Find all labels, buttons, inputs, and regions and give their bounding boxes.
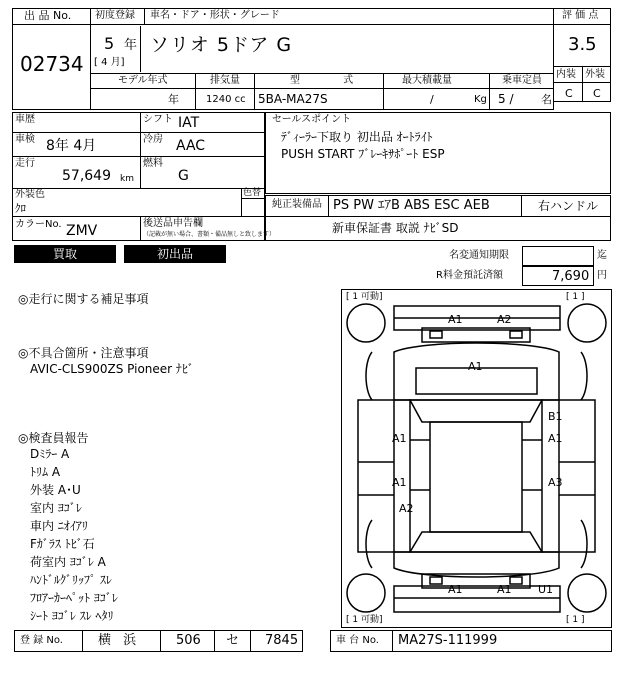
registration-kana: セ <box>226 633 240 648</box>
shift-value: IAT <box>178 115 200 131</box>
inspector-report-title: ◎検査員報告 <box>18 431 89 445</box>
capacity-unit: 名 <box>541 93 552 106</box>
first-reg-year: 5 <box>104 34 115 53</box>
displacement-label: 排気量 <box>210 75 240 86</box>
color-no-label: カラーNo. <box>15 219 62 230</box>
damage-mark: A2 <box>497 313 512 326</box>
inspector-line: 荷室内 ﾖｺﾞﾚ A <box>30 555 106 569</box>
exterior-label: 外装 <box>585 69 605 80</box>
max-load-label: 最大積載量 <box>402 75 452 86</box>
corner-mark-bl: [ 1 可動] <box>346 615 383 625</box>
inspection-label: 車検 <box>15 134 35 145</box>
lot-number: 02734 <box>20 52 84 76</box>
corner-mark-br: [ 1 ] <box>566 615 585 625</box>
first-reg-label: 初度登録 <box>95 10 135 21</box>
inspector-line: Fｶﾞﾗｽ ﾄﾋﾞ石 <box>30 537 95 551</box>
handle-side: 右ハンドル <box>538 199 599 213</box>
damage-mark: A3 <box>548 476 563 489</box>
fuel-label: 燃料 <box>143 158 163 169</box>
chassis-label: 車 台 No. <box>336 635 379 646</box>
equipment-label: 純正装備品 <box>272 199 322 210</box>
warranty-items: 新車保証書 取説 ﾅﾋﾞSD <box>332 221 459 235</box>
vehicle-name-label: 車名・ドア・形状・グレード <box>150 10 280 21</box>
ext-color-value: ｸﾛ <box>15 202 26 215</box>
first-reg-month: [ 4 月] <box>94 57 125 68</box>
ext-color-label: 外装色 <box>15 189 45 200</box>
sales-point-label: セールスポイント <box>272 114 352 125</box>
ac-label: 冷房 <box>143 134 163 145</box>
notice-deadline-suffix: 迄 <box>597 250 607 261</box>
inspector-line: ﾄﾘﾑ A <box>30 465 61 479</box>
inspector-line: 室内 ﾖｺﾞﾚ <box>30 501 82 515</box>
recycle-fee-unit: 円 <box>597 270 607 281</box>
damage-mark: A1 <box>392 476 407 489</box>
post-report-label: 後送品申告欄 <box>143 218 203 229</box>
vehicle-name: ソリオ 5ドア G <box>150 34 293 56</box>
color-no-value: ZMV <box>66 223 98 239</box>
damage-mark: A1 <box>448 583 463 596</box>
color-change-label: 色替 <box>243 188 262 198</box>
history-label: 車歴 <box>15 114 35 125</box>
first-listing-badge: 初出品 <box>124 245 226 263</box>
damage-mark: A1 <box>392 432 407 445</box>
equipment-items: PS PW ｴｱB ABS ESC AEB <box>333 198 490 213</box>
inspector-line: ﾌﾛｱｰｶｰﾍﾟｯﾄ ﾖｺﾞﾚ <box>30 591 118 605</box>
defect-remarks-title: ◎不具合箇所・注意事項 <box>18 346 149 360</box>
buy-badge: 買取 <box>14 245 116 263</box>
model-label: 型 式 <box>290 75 374 86</box>
sales-point-line1: ﾃﾞｨｰﾗｰ下取り 初出品 ｵｰﾄﾗｲﾄ <box>281 130 433 144</box>
recycle-fee-label: R料金預託済額 <box>436 270 503 281</box>
notice-deadline-field <box>522 246 594 266</box>
chassis-number: MA27S-111999 <box>398 633 498 648</box>
model-code: 5BA-MA27S <box>258 92 328 106</box>
recycle-fee-value: 7,690 <box>552 269 590 284</box>
mileage-unit: km <box>120 174 134 184</box>
first-reg-year-unit: 年 <box>124 38 138 53</box>
registration-class: 506 <box>176 633 201 648</box>
post-report-note: （記載が無い場合、書類・備品無しと致します） <box>143 231 276 238</box>
damage-mark: B1 <box>548 410 563 423</box>
ac-value: AAC <box>176 138 206 154</box>
model-year-label: モデル年式 <box>118 75 168 86</box>
corner-mark-tl: [ 1 可動] <box>346 292 383 302</box>
damage-mark: U1 <box>538 583 554 596</box>
max-load-unit: Kg <box>474 94 487 105</box>
inspector-line: ｼｰﾄ ﾖｺﾞﾚ ｽﾚ ﾍﾀﾘ <box>30 609 114 623</box>
inspection-value: 8年 4月 <box>46 138 97 154</box>
inspector-line: 車内 ﾆｵｲｱﾘ <box>30 519 88 533</box>
mileage-value: 57,649 <box>62 168 111 184</box>
defect-remarks-line: AVIC-CLS900ZS Pioneer ﾅﾋﾞ <box>30 362 194 376</box>
mileage-label: 走行 <box>15 158 35 169</box>
damage-diagram <box>341 289 612 628</box>
registration-label: 登 録 No. <box>20 635 63 646</box>
interior-label: 内装 <box>556 69 576 80</box>
car-outline-svg <box>342 290 611 627</box>
registration-number: 7845 <box>265 633 299 648</box>
interior-grade: C <box>565 87 573 100</box>
registration-area: 横 浜 <box>98 633 141 648</box>
damage-mark: A1 <box>448 313 463 326</box>
inspector-line: Dﾐﾗｰ A <box>30 447 70 461</box>
inspector-line: ﾊﾝﾄﾞﾙｸﾞﾘｯﾌﾟ ｽﾚ <box>30 573 112 587</box>
damage-mark: A1 <box>548 432 563 445</box>
model-year-unit: 年 <box>168 93 179 106</box>
exterior-grade: C <box>593 87 601 100</box>
score-label: 評 価 点 <box>562 10 599 21</box>
inspector-line: 外装 A･U <box>30 483 81 497</box>
shift-label: シフト <box>143 114 173 125</box>
sales-point-line2: PUSH START ﾌﾞﾚｰｷｻﾎﾟｰﾄ ESP <box>281 147 445 161</box>
max-load: / <box>430 93 434 106</box>
damage-mark: A1 <box>497 583 512 596</box>
driving-remarks-title: ◎走行に関する補足事項 <box>18 292 149 306</box>
damage-mark: A2 <box>399 502 414 515</box>
capacity-label: 乗車定員 <box>502 75 542 86</box>
capacity: 5 / <box>498 92 514 106</box>
corner-mark-tr: [ 1 ] <box>566 292 585 302</box>
lot-number-label: 出 品 No. <box>24 9 72 22</box>
displacement: 1240 cc <box>206 94 246 105</box>
notice-deadline-label: 名変通知期限 <box>449 250 509 261</box>
fuel-value: G <box>178 168 189 184</box>
score-value: 3.5 <box>568 34 597 55</box>
damage-mark: A1 <box>468 360 483 373</box>
